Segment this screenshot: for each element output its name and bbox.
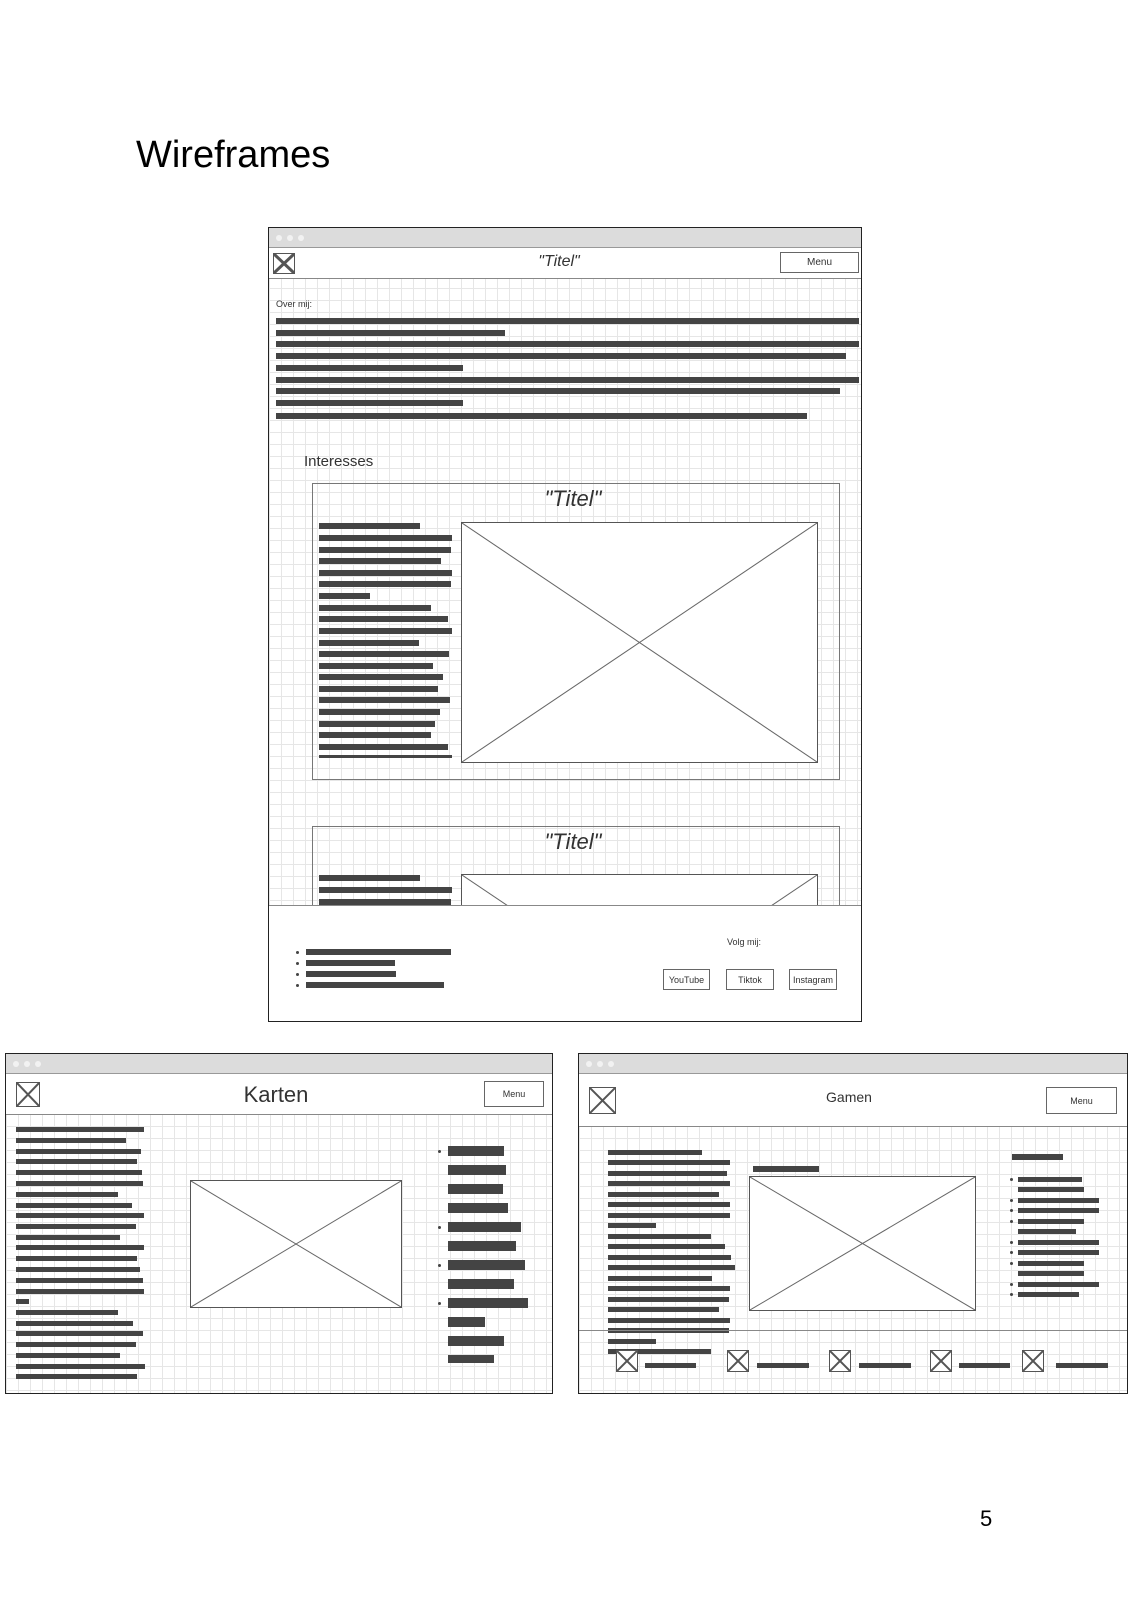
text-line — [319, 721, 435, 727]
text-line — [608, 1244, 725, 1249]
list-item[interactable] — [448, 1146, 504, 1156]
text-line — [16, 1289, 144, 1294]
text-line — [608, 1160, 730, 1165]
text-line — [16, 1245, 144, 1250]
text-line — [16, 1256, 137, 1261]
bullet — [1010, 1251, 1013, 1254]
bullet — [1010, 1209, 1013, 1212]
karten-title: Karten — [243, 1082, 309, 1107]
text-line — [608, 1223, 656, 1228]
bullet — [1010, 1178, 1013, 1181]
text-line — [608, 1150, 702, 1155]
bullet — [296, 973, 299, 976]
text-line — [16, 1278, 143, 1283]
text-line — [276, 400, 463, 406]
image-placeholder-icon — [461, 522, 818, 763]
text-line — [608, 1202, 730, 1207]
text-line — [319, 640, 419, 646]
text-line — [276, 413, 807, 419]
text-line — [608, 1286, 730, 1291]
text-line — [608, 1213, 730, 1218]
list-item[interactable] — [448, 1222, 521, 1232]
follow-label: Volg mij: — [727, 937, 762, 947]
text-line — [16, 1342, 136, 1347]
wireframe-karten — [5, 1053, 553, 1394]
image-placeholder-icon[interactable] — [1022, 1350, 1044, 1372]
bullet — [1010, 1262, 1013, 1265]
list-item[interactable] — [1018, 1261, 1084, 1266]
list-item[interactable] — [1018, 1282, 1099, 1287]
list-item[interactable] — [448, 1203, 508, 1213]
footer-link[interactable] — [1056, 1363, 1108, 1368]
bullet — [296, 951, 299, 954]
bullet — [296, 962, 299, 965]
list-item[interactable] — [1018, 1198, 1099, 1203]
text-line — [608, 1339, 656, 1344]
text-line — [608, 1234, 711, 1239]
home-footer — [269, 905, 861, 1021]
text-line — [276, 365, 463, 371]
browser-chrome — [579, 1054, 1127, 1074]
wireframe-gamen — [578, 1053, 1128, 1394]
bullet — [438, 1264, 441, 1267]
menu-button[interactable]: Menu — [1046, 1087, 1117, 1114]
page-number: 5 — [980, 1506, 993, 1531]
browser-chrome — [269, 228, 861, 248]
bullet — [438, 1302, 441, 1305]
text-line — [16, 1159, 137, 1164]
text-line — [16, 1192, 118, 1197]
text-line — [319, 523, 420, 529]
list-item[interactable] — [448, 1241, 516, 1251]
footer-link[interactable] — [959, 1363, 1010, 1368]
text-line — [16, 1299, 29, 1304]
footer-link[interactable] — [306, 971, 396, 977]
youtube-button[interactable]: YouTube — [663, 969, 710, 990]
text-line — [319, 755, 452, 758]
text-line — [319, 887, 452, 893]
logo-placeholder-icon — [16, 1082, 40, 1107]
interest-card — [312, 483, 840, 780]
text-line — [608, 1171, 727, 1176]
footer-link[interactable] — [306, 949, 451, 955]
text-line — [319, 651, 449, 657]
text-line — [608, 1297, 729, 1302]
karten-header — [6, 1074, 552, 1115]
bullet — [1010, 1293, 1013, 1296]
list-item[interactable] — [1018, 1292, 1079, 1297]
text-line — [16, 1213, 144, 1218]
text-line — [16, 1235, 120, 1240]
text-line — [319, 732, 431, 738]
text-line — [608, 1265, 735, 1270]
list-item[interactable] — [1018, 1219, 1084, 1224]
image-caption — [753, 1166, 819, 1172]
text-line — [16, 1127, 144, 1132]
image-placeholder-icon[interactable] — [829, 1350, 851, 1372]
menu-button[interactable]: Menu — [484, 1081, 544, 1107]
text-line — [319, 616, 448, 622]
text-line — [16, 1331, 143, 1336]
text-line — [608, 1255, 731, 1260]
text-line — [276, 377, 859, 383]
text-line — [16, 1310, 118, 1315]
footer-icon-row — [579, 1330, 1127, 1332]
text-line — [608, 1318, 730, 1323]
list-item[interactable] — [448, 1184, 503, 1194]
list-item[interactable] — [448, 1298, 528, 1308]
text-line — [319, 686, 438, 692]
list-item[interactable] — [448, 1336, 504, 1346]
text-line — [16, 1224, 136, 1229]
text-line — [608, 1181, 730, 1186]
text-line — [16, 1353, 120, 1358]
text-line — [319, 605, 431, 611]
image-placeholder-icon — [190, 1180, 402, 1308]
image-placeholder-icon — [749, 1176, 976, 1311]
list-item[interactable] — [448, 1260, 525, 1270]
card-title: "Titel" — [544, 829, 602, 854]
text-line — [319, 547, 451, 553]
text-line — [16, 1203, 132, 1208]
text-line — [319, 744, 448, 750]
wireframe-home — [268, 227, 862, 1022]
bullet — [296, 984, 299, 987]
text-line — [276, 388, 840, 394]
interests-label: Interesses — [304, 453, 374, 470]
list-item[interactable] — [448, 1317, 485, 1327]
footer-link[interactable] — [645, 1363, 696, 1368]
home-header — [269, 248, 861, 279]
text-line — [276, 330, 505, 336]
footer-link[interactable] — [306, 982, 444, 988]
text-line — [319, 875, 420, 881]
text-line — [16, 1181, 143, 1186]
list-item[interactable] — [448, 1355, 494, 1363]
text-line — [276, 318, 859, 324]
text-line — [608, 1276, 712, 1281]
bullet — [438, 1226, 441, 1229]
bullet — [1010, 1220, 1013, 1223]
list-item[interactable] — [1018, 1240, 1099, 1245]
text-line — [319, 697, 450, 703]
text-line — [319, 581, 451, 587]
bullet — [1010, 1199, 1013, 1202]
text-line — [276, 353, 846, 359]
gamen-title: Gamen — [826, 1089, 872, 1105]
footer-link[interactable] — [859, 1363, 911, 1368]
home-title: "Titel" — [538, 253, 580, 270]
text-line — [16, 1138, 126, 1143]
list-item[interactable] — [1018, 1271, 1084, 1276]
logo-placeholder-icon — [589, 1087, 616, 1114]
card-title: "Titel" — [544, 486, 602, 511]
text-line — [276, 341, 859, 347]
menu-button[interactable]: Menu — [780, 252, 859, 273]
footer-link[interactable] — [757, 1363, 809, 1368]
list-heading — [1012, 1154, 1063, 1160]
bullet — [1010, 1241, 1013, 1244]
bullet — [1010, 1283, 1013, 1286]
footer-link[interactable] — [306, 960, 395, 966]
browser-chrome — [6, 1054, 552, 1074]
text-line — [608, 1307, 719, 1312]
text-line — [319, 558, 441, 564]
text-line — [16, 1364, 145, 1369]
list-item[interactable] — [1018, 1187, 1084, 1192]
list-item[interactable] — [1018, 1177, 1082, 1182]
image-placeholder-icon[interactable] — [930, 1350, 952, 1372]
text-line — [319, 674, 443, 680]
text-line — [16, 1267, 140, 1272]
image-placeholder-icon[interactable] — [616, 1350, 638, 1372]
instagram-button[interactable]: Instagram — [789, 969, 837, 990]
list-item[interactable] — [1018, 1208, 1099, 1213]
text-line — [16, 1374, 137, 1379]
page-heading: Wireframes — [136, 134, 331, 176]
text-line — [319, 535, 452, 541]
text-line — [319, 663, 433, 669]
list-item[interactable] — [448, 1279, 514, 1289]
text-line — [16, 1149, 141, 1154]
bullet — [438, 1150, 441, 1153]
logo-placeholder-icon — [273, 253, 295, 274]
list-item[interactable] — [448, 1165, 506, 1175]
text-line — [319, 709, 440, 715]
text-line — [319, 570, 452, 576]
tiktok-button[interactable]: Tiktok — [726, 969, 774, 990]
about-label: Over mij: — [276, 299, 312, 309]
list-item[interactable] — [1018, 1229, 1076, 1234]
text-line — [608, 1192, 719, 1197]
text-line — [319, 628, 452, 634]
text-line — [16, 1170, 142, 1175]
text-line — [319, 593, 370, 599]
text-line — [16, 1321, 133, 1326]
image-placeholder-icon[interactable] — [727, 1350, 749, 1372]
list-item[interactable] — [1018, 1250, 1099, 1255]
gamen-header — [579, 1074, 1127, 1127]
